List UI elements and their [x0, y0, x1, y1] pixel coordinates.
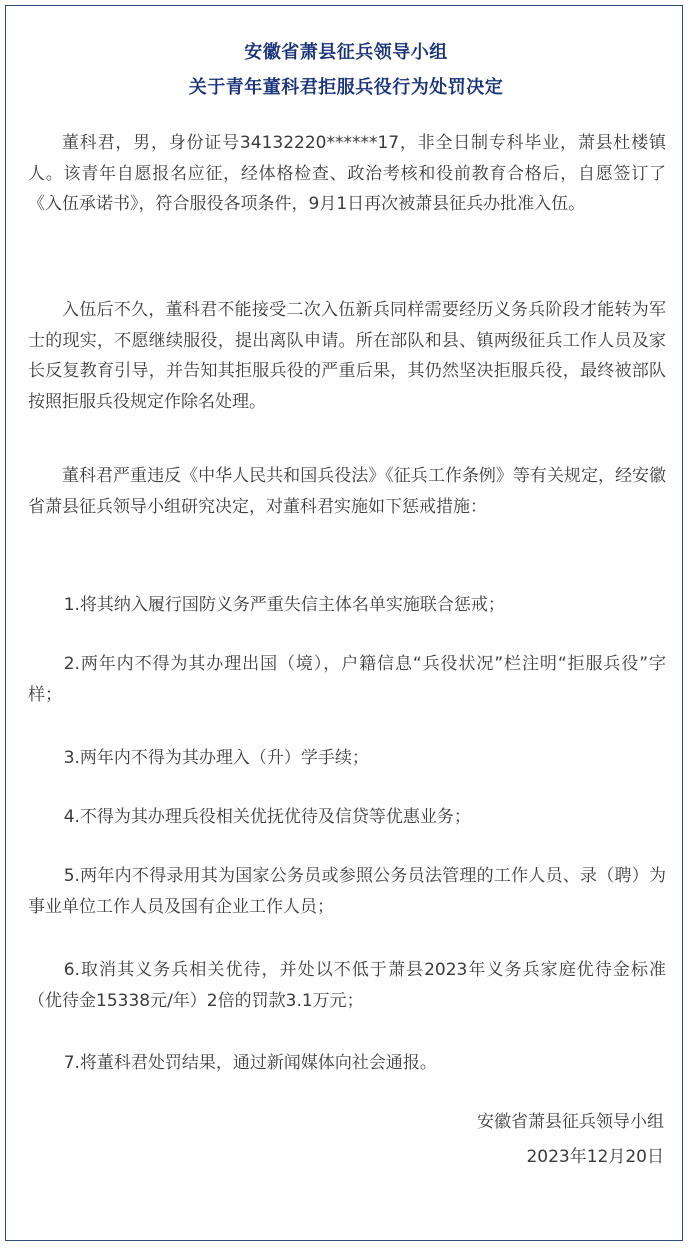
measure-item: 7.将董科君处罚结果，通过新闻媒体向社会通报。: [63, 1053, 437, 1073]
document-title-org: 安徽省萧县征兵领导小组: [244, 42, 448, 63]
signature-date: 2023年12月20日: [526, 1147, 664, 1167]
measure-item: 2.两年内不得为其办理出国（境），户籍信息“兵役状况”栏注明“拒服兵役”字样；: [28, 654, 666, 705]
measure-item: 5.两年内不得录用其为国家公务员或参照公务员法管理的工作人员、录（聘）为事业单位工作人员及国有企业工作人员；: [28, 866, 666, 917]
measure-item: 1.将其纳入履行国防义务严重失信主体名单实施联合惩戒；: [63, 595, 505, 615]
measure-item: 4.不得为其办理兵役相关优抚优待及信贷等优惠业务；: [63, 807, 471, 827]
paragraph-background: 董科君，男，身份证号34132220******17，非全日制专科毕业，萧县杜楼镇人。该青年自愿报名应征，经体格检查、政治考核和役前教育合格后，自愿签订了《入伍承诺书》，符合服役各项条件，9月1日再次被萧县征兵办批准入伍。: [28, 133, 666, 214]
paragraph-refusal: 入伍后不久，董科君不能接受二次入伍新兵同样需要经历义务兵阶段才能转为军士的现实，不愿继续服役，提出离队申请。所在部队和县、镇两级征兵工作人员及家长反复教育引导，并告知其拒服兵役的严重后果，其仍然坚决拒服兵役，最终被部队按照拒服兵役规定作除名处理。: [28, 300, 666, 412]
measure-item: 3.两年内不得为其办理入（升）学手续；: [63, 748, 369, 768]
paragraph-decision: 董科君严重违反《中华人民共和国兵役法》《征兵工作条例》等有关规定，经安徽省萧县征兵领导小组研究决定，对董科君实施如下惩戒措施：: [28, 466, 666, 517]
measure-item: 6.取消其义务兵相关优待，并处以不低于萧县2023年义务兵家庭优待金标准（优待金15338元/年）2倍的罚款3.1万元；: [28, 960, 666, 1011]
document-title-subject: 关于青年董科君拒服兵役行为处罚决定: [188, 77, 504, 98]
signature-org: 安徽省萧县征兵领导小组: [477, 1112, 664, 1132]
